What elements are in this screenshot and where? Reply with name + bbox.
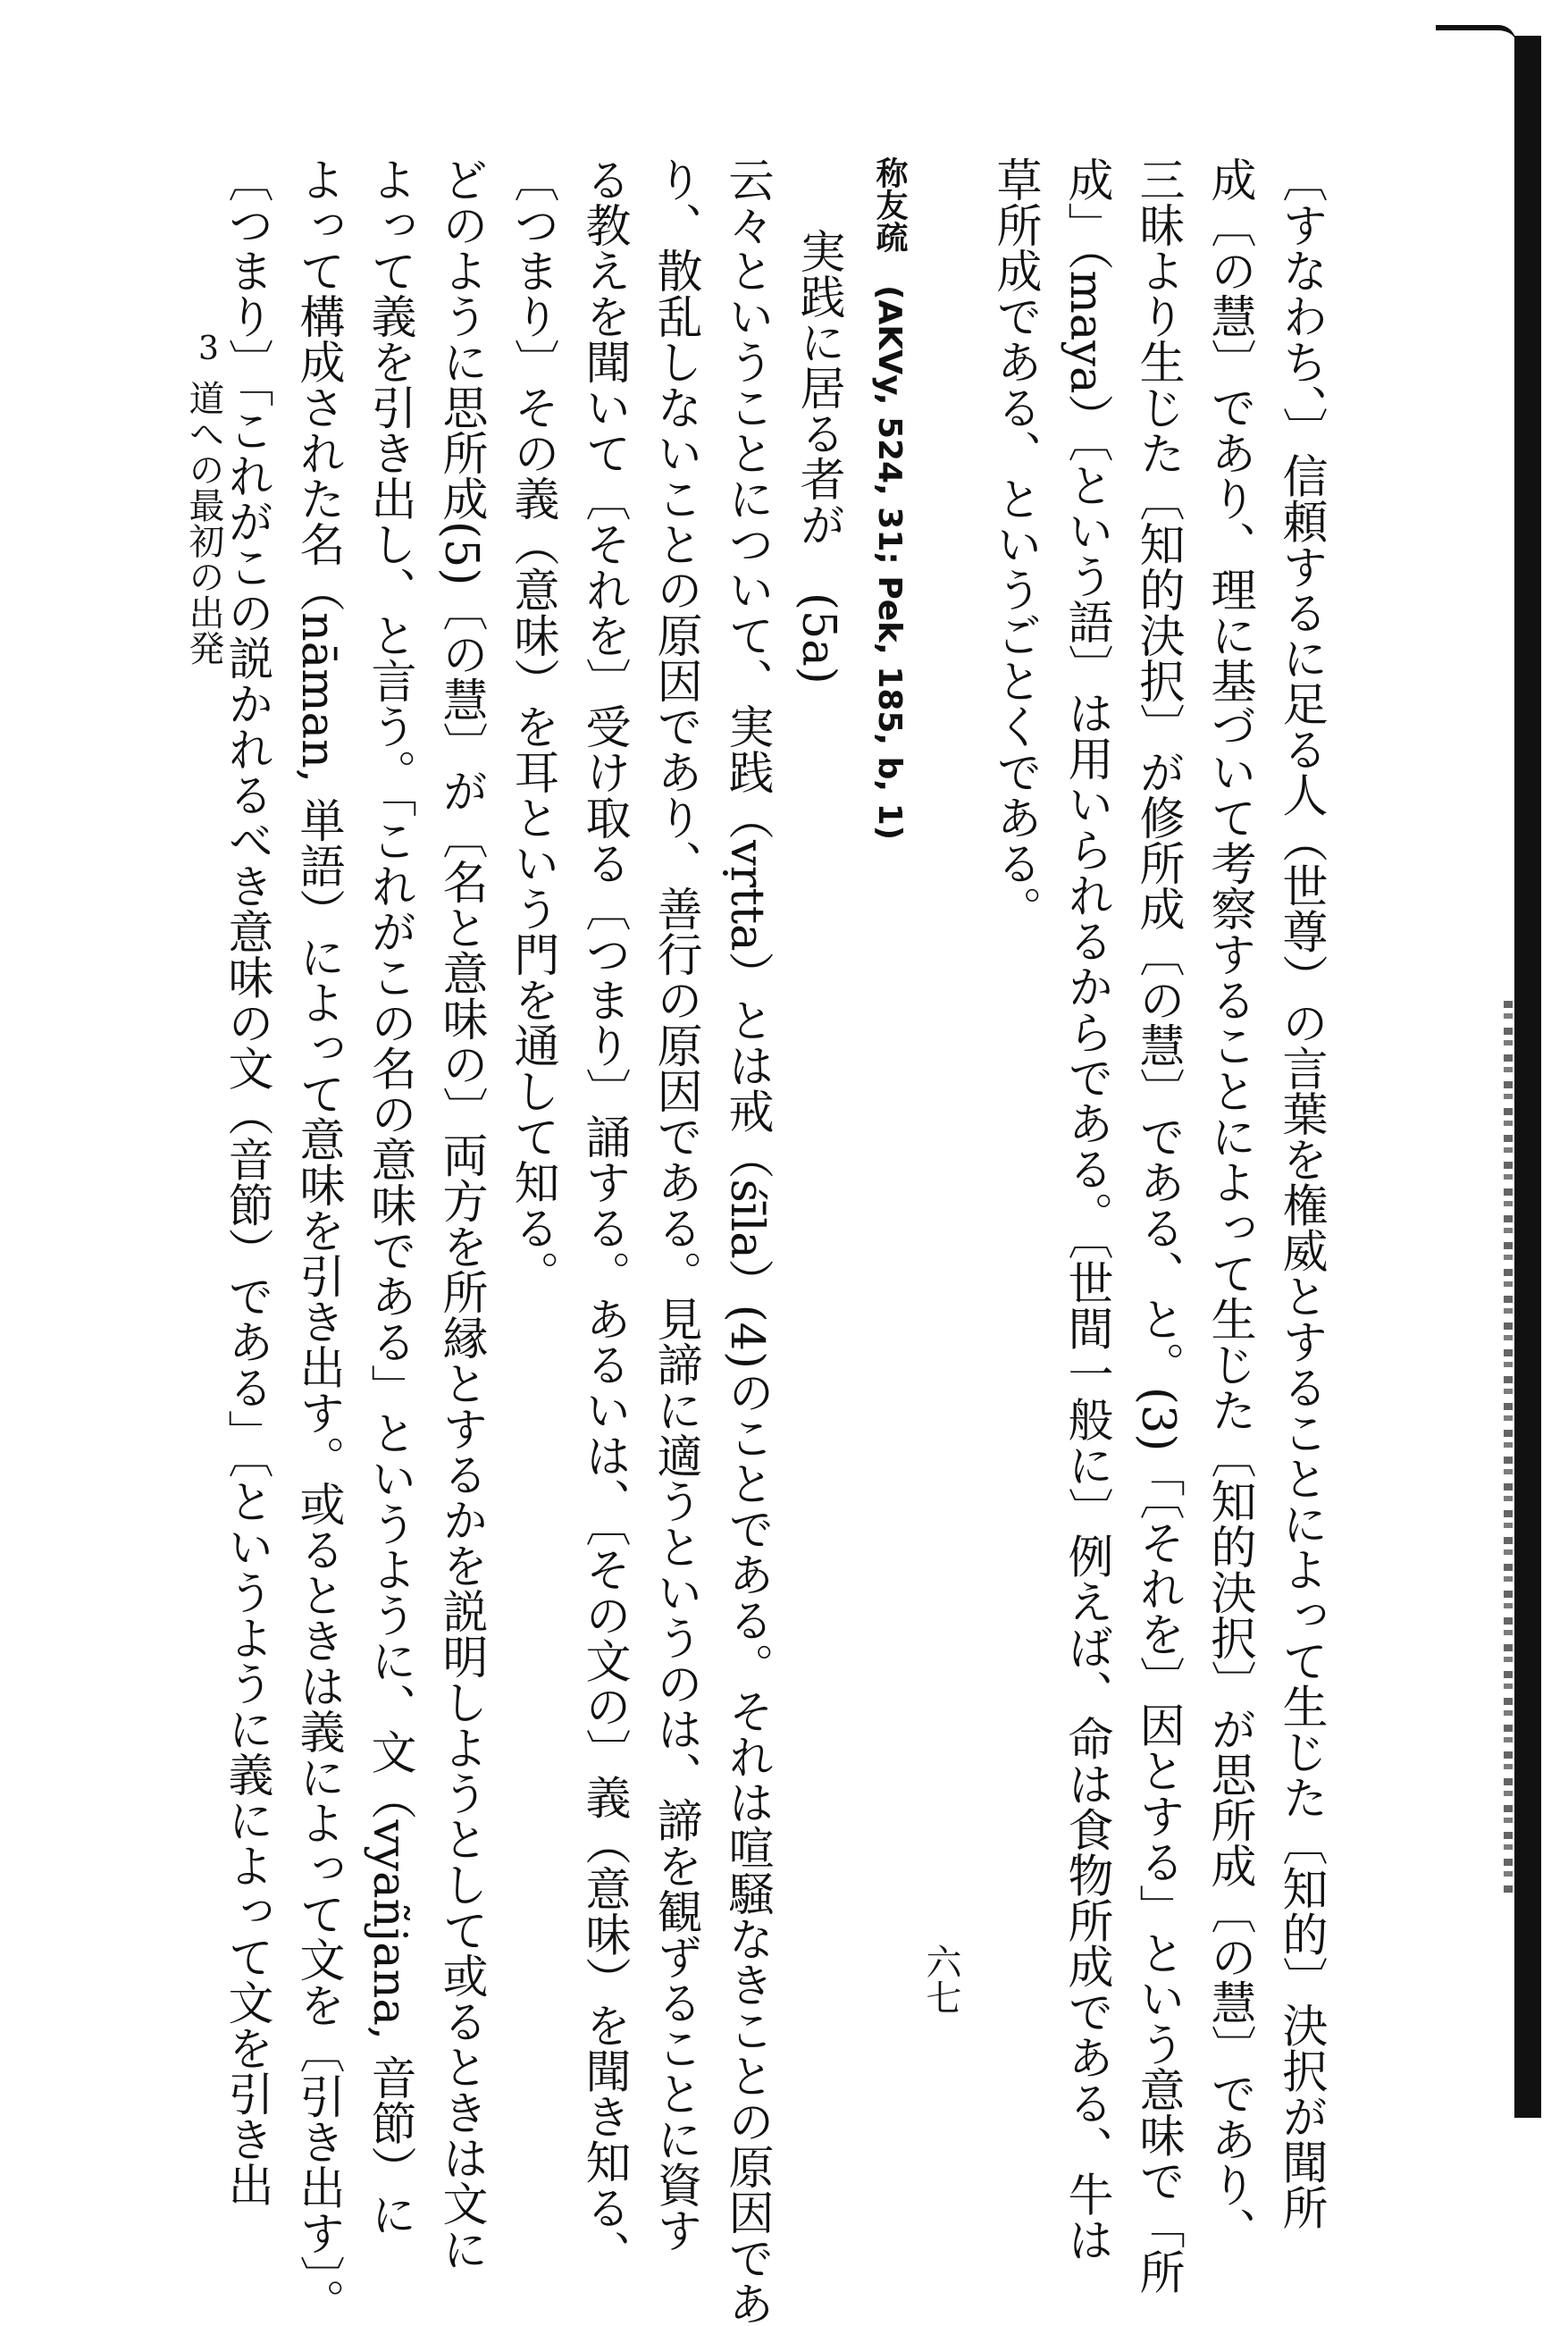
commentary-line: どのように思所成(5)〔の慧〕が〔名と意味の〕両方を所縁とするかを説明しようとして或るときは文に	[434, 156, 487, 2272]
commentary-line: 云々ということについて、実践（vṛtta）とは戒（śīla）(4)のことである。それは喧騒なきことの原因であ	[720, 156, 773, 2326]
commentary-line: よって義を引き出し、と言う。「これがこの名の意味である」というように、文（vyañjana, 音節）に	[363, 156, 415, 2238]
body-line: 成〔の慧〕であり、理に基づいて考察することによって生じた〔知的決択〕が思所成〔の慧〕であり、	[1203, 156, 1255, 2253]
commentary-line: 〔つまり〕その義（意味）を耳という門を通して知る。	[506, 156, 558, 1296]
commentary-line: る教えを聞いて〔それを〕受け取る〔つまり〕誦する。あるいは、〔その文の〕義（意味）を聞き知る、	[577, 156, 630, 2276]
section-gap	[925, 156, 978, 1961]
commentary-line: よって構成された名（nāman, 単語）によって意味を引き出す。或るときは義によって文を〔引き出す〕。	[291, 156, 344, 2324]
verse-quote: 実践に居る者が (5a)	[792, 228, 844, 684]
chapter-number: 3	[198, 331, 219, 367]
binding-edge-shadow	[1514, 36, 1541, 2118]
binding-edge-curl	[1436, 25, 1516, 43]
page-number: 六七	[920, 1944, 961, 2015]
body-line: 〔すなわち、〕信頼するに足る人（世尊）の言葉を権威とすることによって生じた〔知的〕決択が聞所	[1274, 156, 1327, 2230]
binding-edge-texture	[1504, 1001, 1513, 1894]
body-line: 成」（maya）〔という語〕は用いられるからである。〔世間一般に〕例えば、命は食物所成である、牛は	[1060, 156, 1112, 2263]
commentary-line: り、散乱しないことの原因であり、善行の原因である。見諦に適うというのは、諦を観ずることに資す	[649, 156, 701, 2253]
commentary-line: 〔つまり〕「これがこの説かれるべき意味の文（音節）である」〔というように義によって文を引き出	[220, 156, 273, 2207]
body-line: 三昧より生じた〔知的決択〕が修所成〔の慧〕である、と。(3)「〔それを〕因とする」という意味で「所	[1131, 156, 1184, 2295]
body-line: 草所成である、というごとくである。	[988, 156, 1041, 931]
commentary-heading: 称友疏 (AKVy, 524, 31; Pek, 185, b, 1)	[871, 156, 908, 841]
chapter-title: 道への最初の出発	[183, 380, 224, 666]
